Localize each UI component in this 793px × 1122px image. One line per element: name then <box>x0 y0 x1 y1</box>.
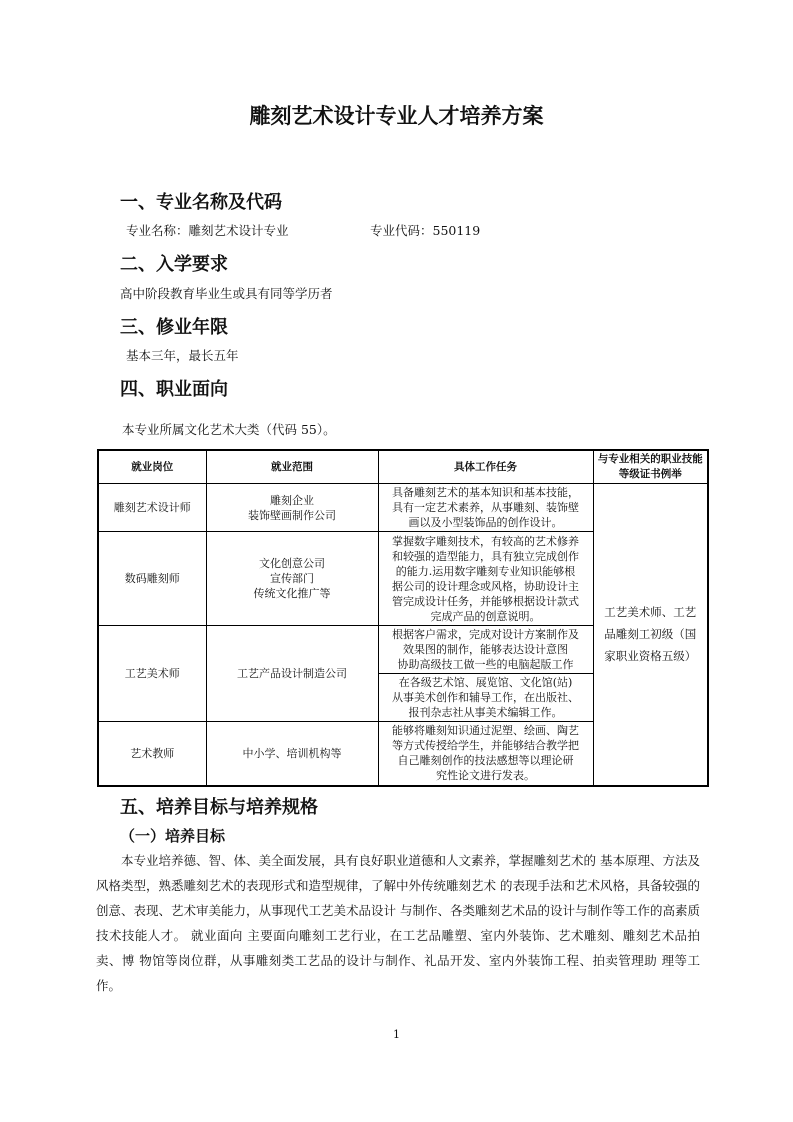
task-line: 效果图的制作，能够表达设计意图 <box>403 643 568 656</box>
major-code: 专业代码：550119 <box>370 223 481 238</box>
scope-line: 传统文化推广等 <box>253 587 331 600</box>
task-line: 具备雕刻艺术的基本知识和基本技能， <box>392 486 579 499</box>
cert-cell <box>593 484 708 786</box>
cert-line: 家职业资格五级） <box>604 649 697 664</box>
scope-line: 雕刻企业 <box>270 493 314 507</box>
task-line: 自己雕刻创作的技法感想等以理论研 <box>397 754 574 768</box>
scope-cell <box>206 484 378 532</box>
task-line: 完成产品的创意说明。 <box>430 609 541 623</box>
task-line: 和较强的造型能力，具有独立完成创作 <box>392 549 579 563</box>
task-cell <box>378 722 593 786</box>
post-cell: 数码雕刻师 <box>98 532 206 626</box>
cert-line: 工艺美术师、工艺 <box>604 605 697 620</box>
scope-cell: 中小学、培训机构等 <box>206 722 378 786</box>
header-task: 具体工作任务 <box>378 450 593 484</box>
task-cell <box>378 626 593 674</box>
training-goal-paragraph: 本专业培养德、智、体、美全面发展，具有良好职业道德和人文素养，掌握雕刻艺术的 基本原理、方法及风格类型，熟悉雕刻艺术的表现形式和造型规律，了解中外传统雕刻艺术 的表现手法和艺术风格，具备较强的创意、表现、艺术审美能力，从事现代工艺美术品设计 与制作、各类雕刻艺术品的设计与制作等工作的高素质技术技能人才。 就业面向 主要面向雕刻工艺行业，在工艺品雕塑、室内外装饰、艺术雕刻、雕刻艺术品拍卖、博 物馆等岗位群，从事雕刻类工艺品的设计与制作、礼品开发、室内外装饰工程、拍卖管理助 理等工作。 <box>96 853 700 993</box>
major-name: 专业名称：雕刻艺术设计专业 <box>126 223 289 238</box>
task-cell <box>378 532 593 626</box>
task-line: 协助高级技工做一些的电脑起版工作 <box>397 658 574 671</box>
task-line: 从事美术创作和辅导工作，在出版社、 <box>392 691 579 704</box>
task-cell <box>378 484 593 532</box>
table-header-row <box>98 450 708 484</box>
section-2-heading: 二、入学要求 <box>120 254 228 275</box>
header-post: 就业岗位 <box>98 450 206 484</box>
task-line: 能够将雕刻知识通过泥塑、绘画、陶艺 <box>392 724 579 738</box>
task-cell <box>378 674 593 722</box>
task-line: 画以及小型装饰品的创作设计。 <box>408 516 563 529</box>
section-1-heading: 一、专业名称及代码 <box>120 192 282 213</box>
page-title: 雕刻艺术设计专业人才培养方案 <box>249 104 544 128</box>
table-row <box>98 484 708 532</box>
header-cert: 与专业相关的职业技能等级证书例举 <box>593 450 708 484</box>
task-line: 报刊杂志社从事美术编辑工作。 <box>408 706 563 719</box>
scope-line: 宣传部门 <box>270 572 314 585</box>
post-cell: 工艺美术师 <box>98 626 206 722</box>
cert-line: 品雕刻工初级（国 <box>604 627 697 642</box>
section-5-heading: 五、培养目标与培养规格 <box>120 797 318 818</box>
scope-cell <box>206 532 378 626</box>
task-line: 究性论文进行发表。 <box>436 769 535 783</box>
task-line: 的能力.运用数字雕刻专业知识能够根 <box>395 564 576 578</box>
section-3-heading: 三、修业年限 <box>120 317 228 338</box>
task-line: 掌握数字雕刻技术，有较高的艺术修养 <box>392 534 579 548</box>
post-cell: 雕刻艺术设计师 <box>98 484 206 532</box>
section-4-heading: 四、职业面向 <box>120 379 228 400</box>
admission-text: 高中阶段教育毕业生或具有同等学历者 <box>120 286 333 301</box>
duration-text: 基本三年，最长五年 <box>126 348 239 363</box>
page-number: 1 <box>393 1028 400 1041</box>
task-line: 等方式传授给学生，并能够结合教学把 <box>392 739 579 753</box>
task-line: 管完成设计任务，并能够根据设计款式 <box>392 594 579 608</box>
post-cell: 艺术教师 <box>98 722 206 786</box>
scope-cell: 工艺产品设计制造公司 <box>206 626 378 722</box>
task-line: 据公司的设计理念或风格，协助设计主 <box>392 579 579 593</box>
header-scope: 就业范围 <box>206 450 378 484</box>
task-line: 根据客户需求，完成对设计方案制作及 <box>392 628 579 641</box>
scope-line: 文化创意公司 <box>259 557 325 570</box>
subsection-heading: （一）培养目标 <box>120 827 226 845</box>
scope-line: 装饰壁画制作公司 <box>248 508 336 522</box>
task-line: 具有一定艺术素养，从事雕刻、装饰壁 <box>392 501 579 514</box>
category-intro: 本专业所属文化艺术大类（代码 55）。 <box>122 422 336 437</box>
career-table <box>97 449 709 787</box>
task-line: 在各级艺术馆、展览馆、文化馆(站) <box>398 676 573 689</box>
